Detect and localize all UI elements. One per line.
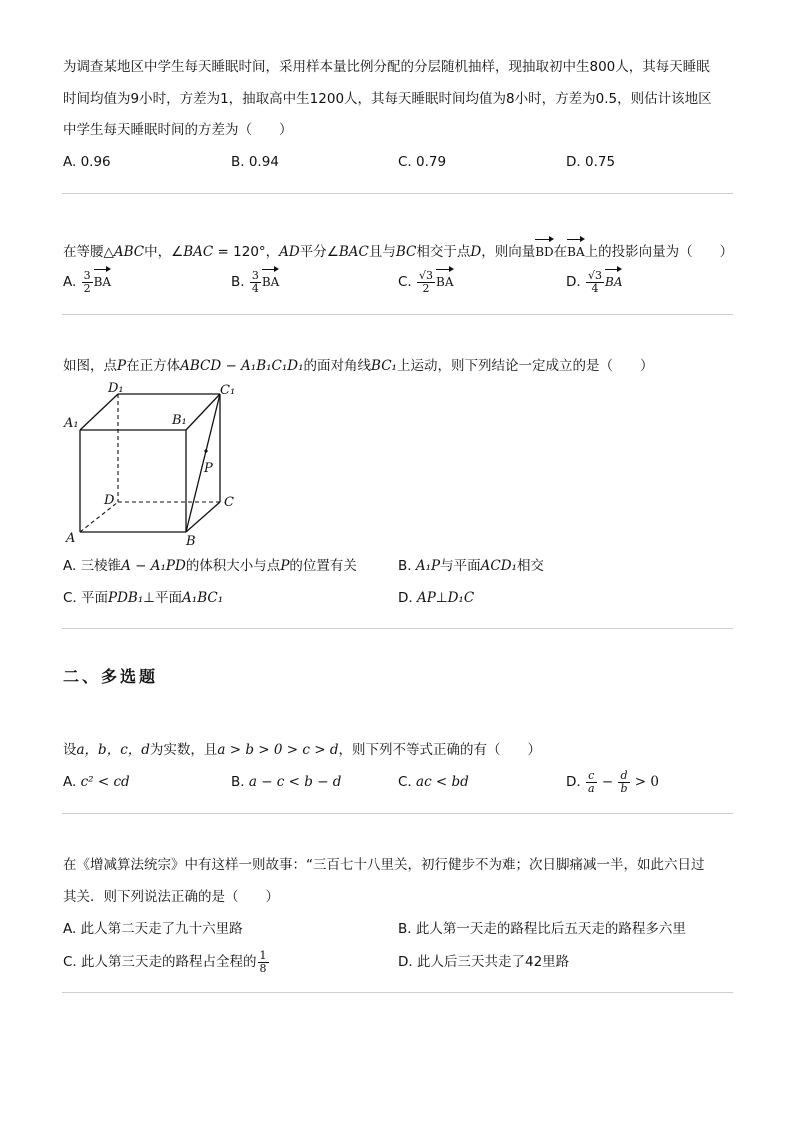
q4-text: ，则下列不等式正确的有（ ）: [338, 742, 541, 758]
q4-math: a，b，c，d: [76, 742, 150, 758]
q2-option-b[interactable]: [231, 266, 279, 295]
denominator: 4: [251, 281, 259, 295]
denominator: 2: [422, 281, 430, 295]
label-c1: C₁: [220, 383, 236, 398]
q2-option-c[interactable]: [398, 266, 454, 295]
option-math: P: [280, 558, 290, 574]
q2-text: 在等腰△: [63, 244, 114, 260]
q3-text: 的面对角线: [303, 358, 372, 374]
q4-text: 设: [63, 742, 77, 758]
q3-option-a[interactable]: [63, 556, 357, 576]
option-math: a − c < b − d: [248, 774, 342, 790]
q3-option-c[interactable]: [63, 588, 223, 608]
q3-math: BC₁: [371, 358, 397, 374]
divider: [62, 813, 733, 814]
q4-text: 为实数，且: [149, 742, 218, 758]
q2-text: 中，∠: [144, 244, 184, 260]
option-text: C. 平面: [63, 590, 109, 606]
q1-option-b[interactable]: B. 0.94: [231, 154, 279, 170]
q5-option-b[interactable]: B. 此人第一天走的路程比后五天走的路程多六里: [398, 921, 686, 937]
label-b1: B₁: [172, 413, 187, 428]
q2-text: 平分∠: [299, 244, 339, 260]
option-label: D.: [566, 774, 581, 790]
q4-option-a[interactable]: [63, 772, 130, 792]
label-d: D: [104, 493, 115, 508]
q1-line-2: 时间均值为9小时，方差为1，抽取高中生1200人，其每天睡眠时间均值为8小时，方差为0.5，则估计该地区: [63, 91, 712, 107]
q1-line-3: 中学生每天睡眠时间的方差为（ ）: [63, 122, 293, 138]
q3-math: P: [117, 358, 127, 374]
numerator: √3: [419, 268, 434, 282]
vector-ba: BA: [567, 236, 584, 262]
q1-option-c[interactable]: C. 0.79: [398, 154, 447, 170]
q5-line-2: 其关．则下列说法正确的是（ ）: [63, 889, 279, 905]
label-a: A: [66, 531, 76, 546]
numerator: 3: [251, 268, 259, 282]
label-d1: D₁: [108, 382, 124, 396]
option-label: D.: [566, 274, 581, 290]
fraction: [586, 770, 597, 795]
denominator: b: [620, 781, 628, 795]
denominator: a: [587, 781, 595, 795]
option-text: C. 此人第三天走的路程占全程的: [63, 954, 257, 970]
fraction: [250, 270, 261, 295]
fraction: [586, 270, 604, 295]
option-math: A₁P: [415, 558, 441, 574]
q1-line-1: 为调查某地区中学生每天睡眠时间，采用样本量比例分配的分层随机抽样，现抽取初中生800人，其每天睡眠: [63, 59, 710, 75]
option-text: 与平面: [440, 558, 481, 574]
label-b: B: [186, 534, 196, 547]
q2-math: AD: [279, 244, 300, 260]
q3-option-b[interactable]: [398, 556, 544, 576]
q3-text: 上运动，则下列结论一定成立的是（ ）: [396, 358, 654, 374]
option-label: B.: [231, 774, 249, 790]
option-label: A.: [63, 274, 77, 290]
option-math: D₁C: [447, 590, 475, 606]
diagonal-bc1: [186, 394, 220, 532]
q3-stem: [63, 356, 653, 376]
denominator: 4: [591, 281, 599, 295]
point-p: [204, 449, 207, 452]
q4-math: a > b > 0 > c > d: [217, 742, 339, 758]
edge-b-c: [186, 502, 220, 532]
denominator: 8: [259, 961, 267, 975]
option-text: A. 三棱锥: [63, 558, 122, 574]
q2-text: 在: [553, 244, 568, 260]
q2-text: 上的投影向量为（ ）: [584, 244, 734, 260]
divider: [62, 628, 733, 629]
q2-text: ，则向量: [481, 244, 536, 260]
option-text: B.: [398, 558, 416, 574]
q2-math: ABC: [113, 244, 145, 260]
q1-option-a[interactable]: A. 0.96: [63, 154, 111, 170]
q2-option-a[interactable]: [63, 266, 111, 295]
q3-math: ABCD − A₁B₁C₁D₁: [180, 358, 304, 374]
q2-math: BAC: [338, 244, 369, 260]
minus-sign: −: [601, 774, 614, 790]
label-c: C: [224, 495, 234, 510]
cube-figure: [60, 382, 245, 547]
q2-text: 且与: [368, 244, 396, 260]
numerator: c: [586, 770, 597, 783]
q4-option-d[interactable]: [566, 766, 659, 798]
q5-option-a[interactable]: A. 此人第二天走了九十六里路: [63, 921, 243, 937]
q2-math: BC: [395, 244, 417, 260]
q3-text: 如图，点: [63, 358, 117, 374]
fraction: [417, 270, 435, 295]
q2-stem: [63, 236, 733, 262]
option-label: C.: [398, 274, 412, 290]
divider: [62, 314, 733, 315]
option-math: A₁BC₁: [182, 590, 224, 606]
label-a1: A₁: [64, 416, 79, 431]
divider: [62, 992, 733, 993]
section-title: 二、多选题: [63, 667, 159, 686]
q2-math: BAC: [183, 244, 214, 260]
q5-line-1: 在《增减算法统宗》中有这样一则故事：“三百七十八里关，初行健步不为难；次日脚痛减一半，如此六日过: [63, 857, 705, 873]
numerator: d: [620, 768, 628, 782]
q3-text: 在正方体: [126, 358, 181, 374]
numerator: 1: [259, 948, 267, 962]
fraction: [618, 770, 629, 795]
q5-option-d[interactable]: D. 此人后三天共走了42里路: [398, 954, 570, 970]
option-label: C.: [398, 774, 417, 790]
option-label: A.: [63, 774, 81, 790]
option-text: 的位置有关: [289, 558, 357, 574]
option-math: ACD₁: [480, 558, 517, 574]
q4-option-b[interactable]: [231, 772, 341, 792]
q2-text: 相交于点: [416, 244, 471, 260]
fraction: [82, 270, 93, 295]
vector-ba: BA: [94, 266, 111, 292]
option-math: AP: [416, 590, 436, 606]
vector-ba: BA: [262, 266, 279, 292]
option-text: 相交: [516, 558, 544, 574]
edge-a1-d1: [80, 394, 118, 430]
option-text: D.: [398, 590, 417, 606]
q1-option-d[interactable]: D. 0.75: [566, 154, 616, 170]
option-math: ac < bd: [416, 774, 469, 790]
q2-math: D: [470, 244, 482, 260]
q5-option-c[interactable]: [63, 946, 270, 978]
option-math: c² < cd: [80, 774, 130, 790]
divider: [62, 193, 733, 194]
option-math: > 0: [634, 774, 659, 790]
numerator: 3: [83, 268, 91, 282]
q3-option-d[interactable]: [398, 588, 474, 608]
vector-bd: BD: [535, 236, 553, 262]
q2-text: = 120°，: [213, 244, 280, 260]
option-text: 的体积大小与点: [185, 558, 281, 574]
vector-ba: BA: [436, 266, 453, 292]
label-p: P: [204, 461, 213, 476]
fraction: [258, 950, 269, 975]
q4-stem: [63, 740, 541, 760]
vector-ba: BA: [605, 266, 622, 292]
option-text: ⊥: [435, 590, 448, 606]
option-math: A − A₁PD: [121, 558, 186, 574]
option-label: B.: [231, 274, 245, 290]
q2-option-d[interactable]: [566, 266, 622, 295]
option-text: ⊥平面: [143, 590, 183, 606]
option-math: PDB₁: [108, 590, 144, 606]
denominator: 2: [83, 281, 91, 295]
q4-option-c[interactable]: [398, 772, 469, 792]
numerator: √3: [587, 268, 602, 282]
